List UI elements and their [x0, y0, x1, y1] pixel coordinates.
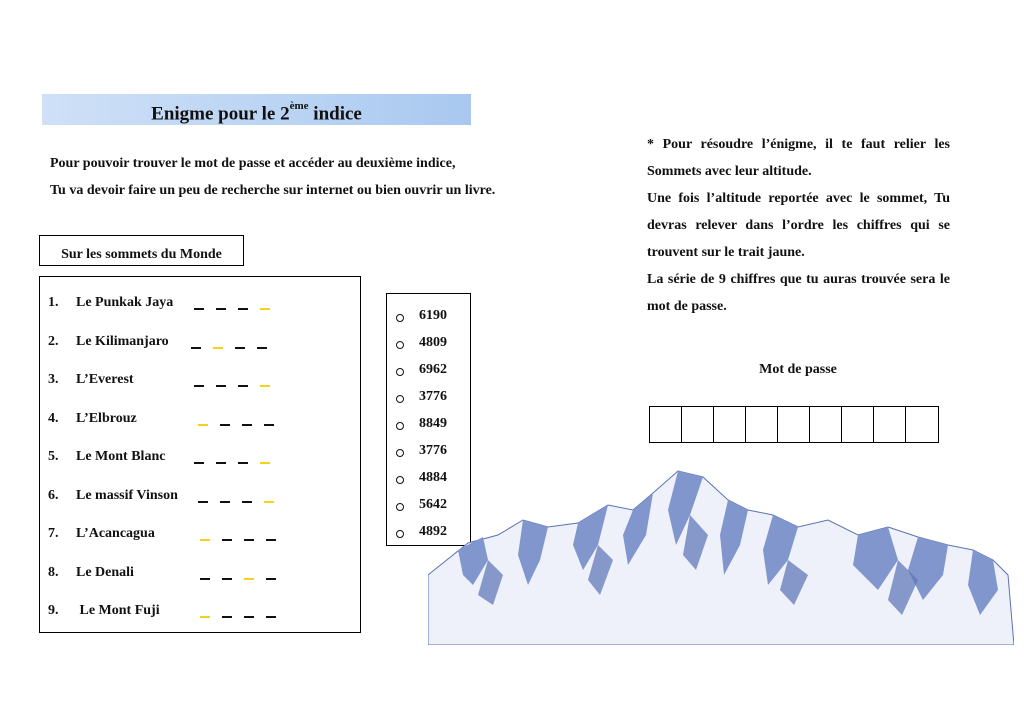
blank [238, 308, 248, 310]
summit-number: 7. [48, 526, 59, 541]
blank [198, 501, 208, 503]
yellow-blank [200, 616, 210, 618]
yellow-blank [260, 308, 270, 310]
password-cell[interactable] [650, 407, 682, 442]
summit-name: Le Kilimanjaro [76, 333, 169, 349]
summit-row [40, 334, 360, 358]
password-cell[interactable] [778, 407, 810, 442]
summit-row [40, 449, 360, 473]
intro-line-1: Pour pouvoir trouver le mot de passe et accéder au deuxième indice, [50, 156, 456, 171]
blank [257, 347, 267, 349]
summit-name: Le Punkak Jaya [76, 295, 174, 310]
password-grid [649, 406, 939, 443]
blank [194, 462, 204, 464]
intro-text [50, 150, 570, 204]
circle-bullet-icon [396, 503, 404, 511]
summit-row [40, 526, 360, 550]
blank [216, 462, 226, 464]
circle-bullet-icon [396, 422, 404, 430]
blank [244, 539, 254, 541]
summit-number: 6. [48, 487, 59, 503]
blank [242, 501, 252, 503]
circle-bullet-icon [396, 476, 404, 484]
altitude-value: 8849 [419, 416, 447, 431]
rules-paragraph-3: La série de 9 chiffres que tu auras trouvée sera le mot de passe. [647, 272, 950, 314]
password-cell[interactable] [842, 407, 874, 442]
blank [216, 308, 226, 310]
summit-number: 3. [48, 372, 59, 387]
password-cell[interactable] [714, 407, 746, 442]
summit-number: 2. [48, 333, 59, 349]
summit-number: 1. [48, 295, 59, 310]
blank [264, 424, 274, 426]
summit-name: Le Mont Blanc [76, 449, 166, 464]
password-cell[interactable] [874, 407, 906, 442]
summit-name: L’Acancagua [76, 526, 155, 541]
summit-row [40, 565, 360, 589]
blank [266, 616, 276, 618]
altitude-value: 3776 [419, 443, 447, 458]
summit-row [40, 411, 360, 435]
summit-number: 4. [48, 410, 59, 426]
blank [194, 385, 204, 387]
circle-bullet-icon [396, 395, 404, 403]
summit-row [40, 488, 360, 512]
circle-bullet-icon [396, 368, 404, 376]
yellow-blank [213, 347, 223, 349]
blank [222, 539, 232, 541]
altitude-option [387, 445, 470, 467]
altitude-value: 6962 [419, 362, 447, 377]
summit-number: 5. [48, 449, 59, 464]
yellow-blank [264, 501, 274, 503]
blank [242, 424, 252, 426]
yellow-blank [260, 385, 270, 387]
password-cell[interactable] [810, 407, 842, 442]
password-cell[interactable] [682, 407, 714, 442]
blank [222, 578, 232, 580]
summit-row [40, 372, 360, 396]
rules-text [647, 131, 950, 320]
blank [220, 424, 230, 426]
summit-name: Le Mont Fuji [76, 603, 160, 618]
circle-bullet-icon [396, 449, 404, 457]
yellow-blank [198, 424, 208, 426]
altitude-value: 6190 [419, 308, 447, 323]
blank [222, 616, 232, 618]
yellow-blank [260, 462, 270, 464]
blank [238, 462, 248, 464]
altitude-option [387, 337, 470, 359]
page-title: Enigme pour le 2ème indice [42, 94, 471, 125]
altitude-option [387, 310, 470, 332]
blank [266, 539, 276, 541]
summit-row [40, 603, 360, 627]
password-label: Mot de passe [759, 362, 837, 377]
blank [244, 616, 254, 618]
rules-paragraph-2: Une fois l’altitude reportée avec le sommet, Tu devras relever dans l’ordre les chiffres qui se trouvent sur le trait jaune. [647, 191, 950, 260]
blank [238, 385, 248, 387]
altitude-value: 3776 [419, 389, 447, 404]
circle-bullet-icon [396, 530, 404, 538]
blank [235, 347, 245, 349]
altitude-value: 4809 [419, 335, 447, 350]
altitude-option [387, 364, 470, 386]
altitude-value: 4884 [419, 470, 447, 485]
mountains-icon [428, 465, 1014, 645]
summit-number: 9. [48, 603, 59, 618]
section-label: Sur les sommets du Monde [39, 235, 244, 266]
altitude-value: 5642 [419, 497, 447, 512]
blank [200, 578, 210, 580]
altitude-value: 4892 [419, 524, 447, 539]
summits-list [39, 276, 361, 633]
password-cell[interactable] [906, 407, 938, 442]
altitude-option [387, 418, 470, 440]
blank [220, 501, 230, 503]
rules-paragraph-1: * Pour résoudre l’énigme, il te faut relier les Sommets avec leur altitude. [647, 137, 950, 179]
circle-bullet-icon [396, 314, 404, 322]
summit-number: 8. [48, 564, 59, 580]
circle-bullet-icon [396, 341, 404, 349]
summit-name: Le Denali [76, 564, 134, 580]
yellow-blank [244, 578, 254, 580]
password-cell[interactable] [746, 407, 778, 442]
summit-name: Le massif Vinson [76, 487, 178, 503]
intro-line-2: Tu va devoir faire un peu de recherche sur internet ou bien ouvrir un livre. [50, 183, 496, 198]
blank [266, 578, 276, 580]
summit-row [40, 295, 360, 319]
yellow-blank [200, 539, 210, 541]
summit-name: L’Everest [76, 372, 134, 387]
altitude-option [387, 391, 470, 413]
blank [194, 308, 204, 310]
blank [191, 347, 201, 349]
blank [216, 385, 226, 387]
summit-name: L’Elbrouz [76, 410, 137, 426]
